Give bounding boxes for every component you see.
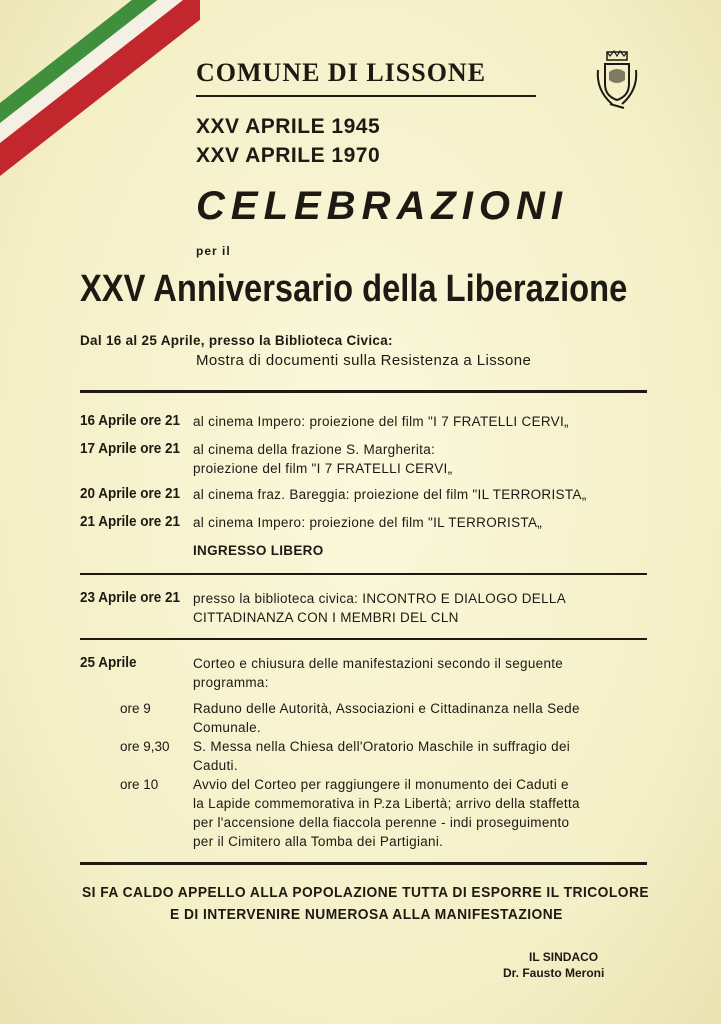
signature-role: IL SINDACO bbox=[529, 950, 599, 964]
ingresso-libero: INGRESSO LIBERO bbox=[193, 543, 324, 558]
event-text-20: al cinema fraz. Bareggia: proiezione del film "IL TERRORISTA„ bbox=[193, 487, 587, 502]
program-text-10-line2: la Lapide commemorativa in P.za Libertà; arrivo della staffetta bbox=[193, 796, 580, 811]
mostra-title: Mostra di documenti sulla Resistenza a Lissone bbox=[196, 352, 532, 369]
divider-1 bbox=[80, 390, 647, 393]
divider-3 bbox=[80, 638, 647, 640]
tricolor-ribbon bbox=[0, 0, 200, 200]
program-text-10-line3: per l'accensione della fiaccola perenne - indi proseguimento bbox=[193, 815, 570, 830]
signature-name: Dr. Fausto Meroni bbox=[503, 966, 605, 980]
event-text-17: al cinema della frazione S. Margherita: bbox=[193, 442, 436, 457]
appeal-line-2: E DI INTERVENIRE NUMEROSA ALLA MANIFESTAZIONE bbox=[170, 906, 563, 923]
program-time-930: ore 9,30 bbox=[120, 739, 170, 754]
appeal-line-1: SI FA CALDO APPELLO ALLA POPOLAZIONE TUTTA DI ESPORRE IL TRICOLORE bbox=[82, 884, 650, 901]
per-il-label: per il bbox=[196, 244, 231, 258]
event-day-21: 21 Aprile ore 21 bbox=[80, 513, 181, 530]
corteo-intro: Corteo e chiusura delle manifestazioni secondo il seguente bbox=[193, 656, 564, 671]
event-text-23: presso la biblioteca civica: INCONTRO E DIALOGO DELLA bbox=[193, 591, 567, 606]
program-time-9: ore 9 bbox=[120, 701, 151, 716]
program-text-930: S. Messa nella Chiesa dell'Oratorio Maschile in suffragio dei bbox=[193, 739, 571, 754]
coat-of-arms-icon bbox=[592, 50, 642, 110]
event-day-16: 16 Aprile ore 21 bbox=[80, 412, 181, 429]
program-text-930-line2: Caduti. bbox=[193, 758, 238, 773]
mostra-dates: Dal 16 al 25 Aprile, presso la Biblioteca Civica: bbox=[80, 333, 393, 348]
corteo-intro-line2: programma: bbox=[193, 675, 269, 690]
comune-heading: COMUNE DI LISSONE bbox=[196, 58, 487, 87]
date-1970: XXV APRILE 1970 bbox=[196, 144, 381, 167]
event-text-16: al cinema Impero: proiezione del film "I 7 FRATELLI CERVI„ bbox=[193, 414, 569, 429]
event-day-17: 17 Aprile ore 21 bbox=[80, 440, 181, 457]
anniversary-subtitle: XXV Anniversario della Liberazione bbox=[80, 268, 628, 310]
program-text-10: Avvio del Corteo per raggiungere il monumento dei Caduti e bbox=[193, 777, 569, 792]
program-text-10-line4: per il Cimitero alla Tomba dei Partigiani. bbox=[193, 834, 444, 849]
event-day-20: 20 Aprile ore 21 bbox=[80, 485, 181, 502]
program-time-10: ore 10 bbox=[120, 777, 159, 792]
program-text-9: Raduno delle Autorità, Associazioni e Cittadinanza nella Sede bbox=[193, 701, 580, 716]
event-text-21: al cinema Impero: proiezione del film "IL TERRORISTA„ bbox=[193, 515, 543, 530]
event-day-23: 23 Aprile ore 21 bbox=[80, 589, 181, 606]
event-day-25: 25 Aprile bbox=[80, 654, 137, 671]
divider-2 bbox=[80, 573, 647, 575]
event-text-17-line2: proiezione del film "I 7 FRATELLI CERVI„ bbox=[193, 461, 453, 476]
heading-underline bbox=[196, 95, 536, 97]
divider-4 bbox=[80, 862, 647, 865]
date-1945: XXV APRILE 1945 bbox=[196, 115, 381, 138]
title-celebrazioni: CELEBRAZIONI bbox=[196, 184, 568, 228]
program-text-9-line2: Comunale. bbox=[193, 720, 261, 735]
event-text-23-line2: CITTADINANZA CON I MEMBRI DEL CLN bbox=[193, 610, 459, 625]
